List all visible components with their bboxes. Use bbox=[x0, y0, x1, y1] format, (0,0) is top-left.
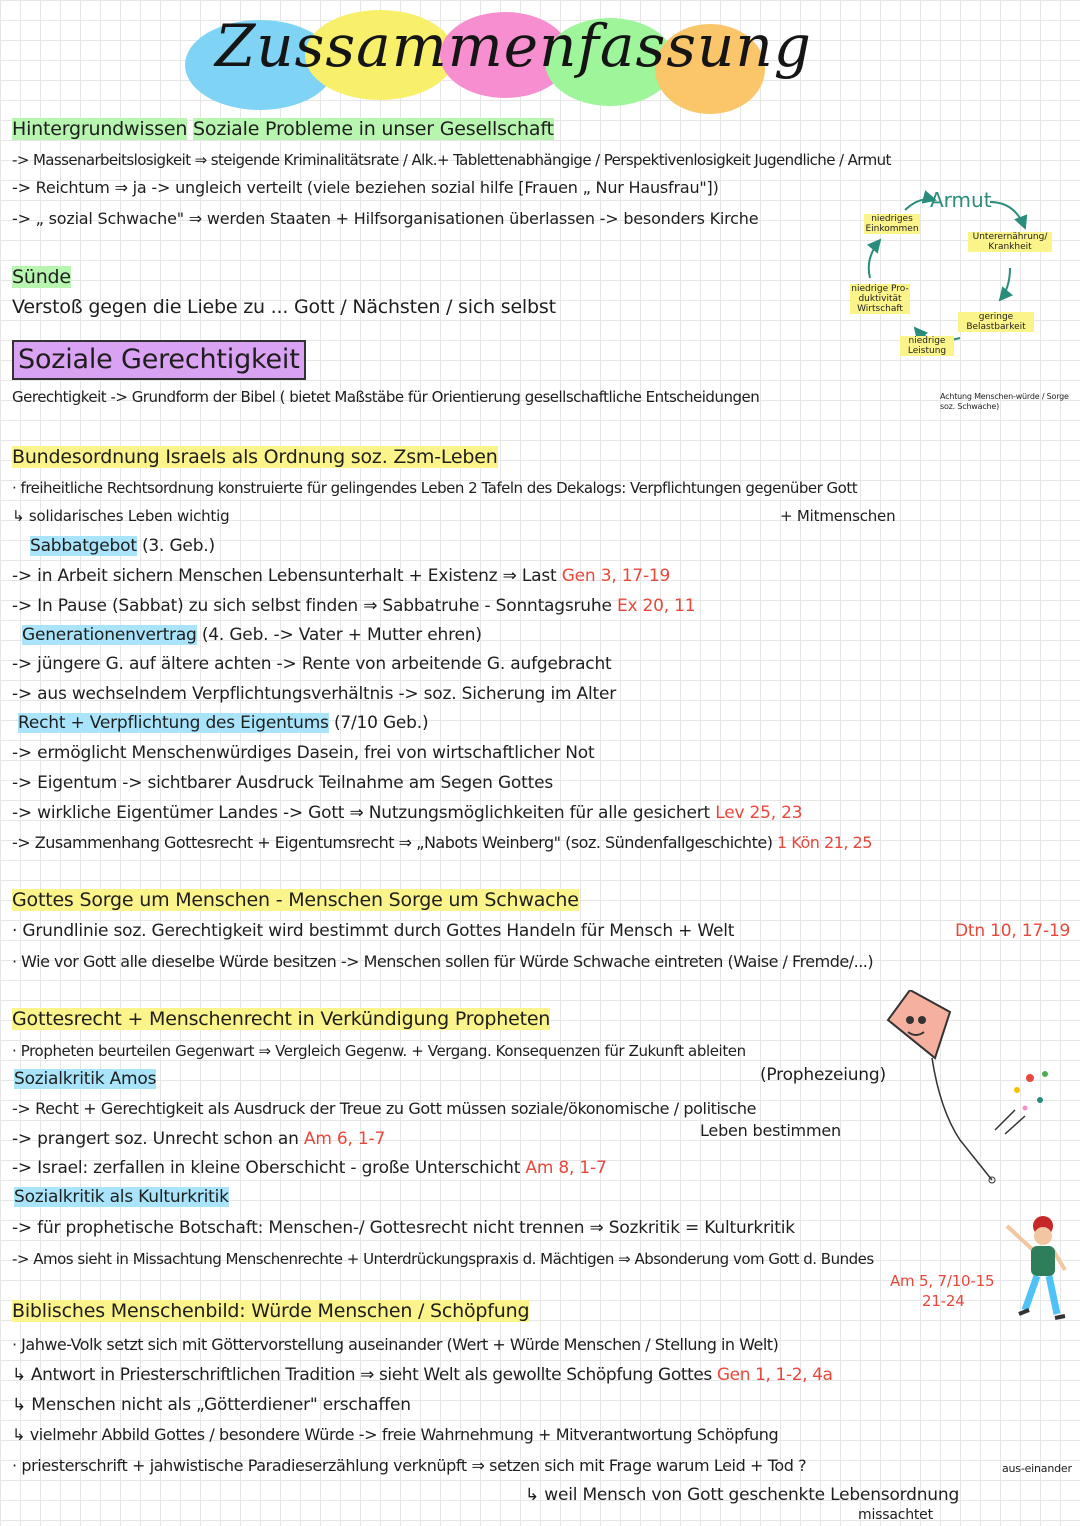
eigentum-line-3-ref: Lev 25, 23 bbox=[715, 803, 803, 823]
amos-line-3-text: -> prangert soz. Unrecht schon an bbox=[12, 1129, 299, 1149]
girl-leg-left bbox=[1025, 1276, 1037, 1310]
sabbat-suffix: (3. Geb.) bbox=[142, 536, 215, 556]
kultur-heading-line bbox=[14, 1186, 229, 1208]
sabbat-line-1-ref: Gen 3, 17-19 bbox=[561, 566, 671, 586]
kite-eye-left bbox=[906, 1016, 914, 1024]
girl-shoe-left bbox=[1019, 1310, 1029, 1314]
cycle-arrow-5 bbox=[869, 240, 880, 278]
amos-line-4 bbox=[12, 1157, 607, 1179]
propheten-line-1: · Propheten beurteilen Gegenwart ⇒ Vergleich Gegenw. + Vergang. Konsequenzen für Zukunft ableiten bbox=[12, 1042, 746, 1060]
cycle-label-5: niedrige Leistung bbox=[900, 336, 954, 356]
eigentum-line-4 bbox=[12, 832, 872, 854]
sorge-line-1-ref: Dtn 10, 17-19 bbox=[955, 921, 1071, 941]
amos-line-4-text: -> Israel: zerfallen in kleine Oberschicht - große Unterschicht bbox=[12, 1158, 521, 1178]
sorge-heading-line bbox=[12, 889, 579, 911]
sorge-line-2: · Wie vor Gott alle dieselbe Würde besitzen -> Menschen sollen für Würde Schwache eintreten (Waise / Fremde/...) bbox=[12, 952, 874, 971]
sabbat-line-2 bbox=[12, 595, 695, 617]
menschenbild-line-4: ↳ vielmehr Abbild Gottes / besondere Würde -> freie Wahrnehmung + Mitverantwortung Schöpfung bbox=[12, 1425, 779, 1444]
menschenbild-line-2-text: ↳ Antwort in Priesterschriftlichen Tradition ⇒ sieht Welt als gewollte Schöpfung Gottes bbox=[12, 1365, 712, 1385]
girl-illustration bbox=[995, 1210, 1075, 1335]
sorge-line-1: · Grundlinie soz. Gerechtigkeit wird bestimmt durch Gottes Handeln für Mensch + Welt bbox=[12, 921, 735, 941]
menschenbild-line-3: ↳ Menschen nicht als „Götterdiener" erschaffen bbox=[12, 1395, 411, 1415]
bundesordnung-line-2b: + Mitmenschen bbox=[780, 507, 896, 525]
sabbat-line-2-ref: Ex 20, 11 bbox=[616, 596, 696, 616]
amos-line-3-ref: Am 6, 1-7 bbox=[303, 1129, 386, 1149]
suende-heading: Sünde bbox=[12, 266, 71, 288]
eigentum-line-3 bbox=[12, 802, 802, 824]
hintergrund-line-1: -> Massenarbeitslosigkeit ⇒ steigende Kriminalitätsrate / Alk.+ Tablettenabhängige / Perspektivenlosigkeit Jugendliche / Armut bbox=[12, 151, 891, 169]
eigentum-label: Recht + Verpflichtung des Eigentums bbox=[18, 713, 329, 733]
bundesordnung-line-2: ↳ solidarisches Leben wichtig bbox=[12, 507, 230, 525]
cycle-arrow-2 bbox=[990, 202, 1025, 228]
eigentum-suffix: (7/10 Geb.) bbox=[333, 713, 429, 733]
kite-illustration bbox=[880, 990, 1000, 1190]
propheten-heading-line bbox=[12, 1008, 550, 1030]
kultur-line-1: -> für prophetische Botschaft: Menschen-/ Gottesrecht nicht trennen ⇒ Sozkritik = Kulturkritik bbox=[12, 1218, 795, 1238]
menschenbild-line-5: · priesterschrift + jahwistische Paradieserzählung verknüpft ⇒ setzen sich mit Frage warum Leid + Tod ? bbox=[12, 1456, 807, 1475]
title-area bbox=[185, 4, 812, 116]
confetti-dot-teal bbox=[1037, 1097, 1043, 1103]
menschenbild-last-1: ↳ weil Mensch von Gott geschenkte Lebensordnung bbox=[525, 1485, 960, 1505]
kite-body bbox=[888, 990, 950, 1058]
sabbat-heading-line bbox=[30, 535, 215, 557]
menschenbild-line-2-ref: Gen 1, 1-2, 4a bbox=[716, 1365, 833, 1385]
propheten-heading: Gottesrecht + Menschenrecht in Verkündigung Propheten bbox=[12, 1008, 551, 1030]
bundesordnung-line-1: · freiheitliche Rechtsordnung konstruierte für gelingendes Leben 2 Tafeln des Dekalogs: Verpflichtungen gegenüber Gott bbox=[12, 479, 858, 497]
gerechtigkeit-heading-line bbox=[12, 340, 306, 380]
suende-line: Verstoß gegen die Liebe zu ... Gott / Nächsten / sich selbst bbox=[12, 296, 556, 318]
girl-arm-left bbox=[1007, 1226, 1033, 1250]
menschenbild-heading-line bbox=[12, 1300, 529, 1322]
girl-head bbox=[1034, 1227, 1052, 1245]
menschenbild-heading: Biblisches Menschenbild: Würde Menschen / Schöpfung bbox=[12, 1300, 530, 1322]
hintergrund-heading: Hintergrundwissen bbox=[12, 118, 188, 140]
suende-heading-line bbox=[12, 266, 71, 288]
eigentum-line-4-text: -> Zusammenhang Gottesrecht + Eigentumsrecht ⇒ „Nabots Weinberg" (soz. Sündenfallgeschichte) bbox=[12, 833, 773, 852]
generation-suffix: (4. Geb. -> Vater + Mutter ehren) bbox=[201, 625, 482, 645]
sabbat-line-2-text: -> In Pause (Sabbat) zu sich selbst finden ⇒ Sabbatruhe - Sonntagsruhe bbox=[12, 596, 612, 616]
armut-cycle-diagram bbox=[850, 188, 1078, 358]
confetti-streak-2 bbox=[1005, 1116, 1025, 1134]
amos-line-4-ref: Am 8, 1-7 bbox=[525, 1158, 607, 1178]
gerechtigkeit-heading: Soziale Gerechtigkeit bbox=[12, 340, 306, 380]
eigentum-line-4-ref: 1 Kön 21, 25 bbox=[777, 833, 872, 852]
hintergrund-line-2: -> Reichtum ⇒ ja -> ungleich verteilt (viele beziehen sozial hilfe [Frauen „ Nur Hausfrau"]) bbox=[12, 178, 719, 197]
gerechtigkeit-note: Achtung Menschen-würde / Sorge soz. Schwache) bbox=[940, 392, 1069, 411]
eigentum-line-3-text: -> wirkliche Eigentümer Landes -> Gott ⇒ Nutzungsmöglichkeiten für alle gesichert bbox=[12, 803, 710, 823]
sabbat-label: Sabbatgebot bbox=[30, 536, 137, 556]
cycle-label-3: niedrige Pro-duktivität Wirtschaft bbox=[851, 284, 909, 314]
kultur-line-2: -> Amos sieht in Missachtung Menschenrechte + Unterdrückungspraxis d. Mächtigen ⇒ Absonderung vom Gott d. Bundes bbox=[12, 1250, 874, 1268]
sabbat-line-1 bbox=[12, 565, 670, 587]
gerechtigkeit-line: Gerechtigkeit -> Grundform der Bibel ( bietet Maßstäbe für Orientierung gesellschaftliche Entscheidungen bbox=[12, 388, 760, 406]
cycle-arrow-3 bbox=[1000, 268, 1010, 300]
cycle-top-label: Armut bbox=[930, 188, 992, 212]
amos-line-2: Leben bestimmen bbox=[700, 1121, 841, 1140]
menschenbild-line-2 bbox=[12, 1364, 833, 1386]
eigentum-heading-line bbox=[18, 712, 428, 734]
amos-line-3 bbox=[12, 1128, 385, 1150]
page-title: Zussammenfassung bbox=[215, 12, 812, 80]
generation-heading-line bbox=[22, 624, 482, 646]
propheten-line-1b: (Prophezeiung) bbox=[760, 1065, 886, 1085]
confetti-dot-red bbox=[1026, 1074, 1034, 1082]
bundesordnung-heading: Bundesordnung Israels als Ordnung soz. Zsm-Leben bbox=[12, 446, 498, 468]
cycle-label-2: Unterernährung/ Krankheit bbox=[968, 232, 1052, 252]
amos-label: Sozialkritik Amos bbox=[14, 1069, 157, 1089]
hintergrund-heading-line bbox=[12, 118, 554, 140]
amos-heading-line bbox=[14, 1068, 156, 1090]
menschenbild-line-1: · Jahwe-Volk setzt sich mit Göttervorstellung auseinander (Wert + Würde Menschen / Stellung in Welt) bbox=[12, 1335, 779, 1354]
bundesordnung-heading-line bbox=[12, 446, 498, 468]
confetti-burst bbox=[985, 1060, 1060, 1140]
girl-shoe-right bbox=[1055, 1316, 1065, 1318]
generation-label: Generationenvertrag bbox=[22, 625, 197, 645]
menschenbild-aside: aus-einander bbox=[1002, 1462, 1072, 1475]
confetti-dot-green bbox=[1042, 1071, 1048, 1077]
menschenbild-last-2: missachtet bbox=[858, 1507, 933, 1523]
hintergrund-subheading: Soziale Probleme in unser Gesellschaft bbox=[193, 118, 554, 140]
eigentum-line-2: -> Eigentum -> sichtbarer Ausdruck Teilnahme am Segen Gottes bbox=[12, 773, 553, 793]
girl-leg-right bbox=[1049, 1276, 1057, 1314]
kultur-ref: Am 5, 7/10-15 bbox=[890, 1272, 995, 1290]
kite-string bbox=[932, 1058, 992, 1180]
sabbat-line-1-text: -> in Arbeit sichern Menschen Lebensunterhalt + Existenz ⇒ Last bbox=[12, 566, 557, 586]
kultur-label: Sozialkritik als Kulturkritik bbox=[14, 1187, 229, 1207]
generation-line-2: -> aus wechselndem Verpflichtungsverhältnis -> soz. Sicherung im Alter bbox=[12, 684, 617, 704]
confetti-dot-pink bbox=[1023, 1106, 1028, 1111]
amos-line-1: -> Recht + Gerechtigkeit als Ausdruck der Treue zu Gott müssen soziale/ökonomische / politische bbox=[12, 1099, 757, 1118]
girl-sweater bbox=[1031, 1246, 1055, 1276]
generation-line-1: -> jüngere G. auf ältere achten -> Rente von arbeitende G. aufgebracht bbox=[12, 654, 612, 674]
confetti-dot-yellow bbox=[1014, 1087, 1020, 1093]
kultur-ref-2: 21-24 bbox=[922, 1292, 965, 1310]
hintergrund-line-3: -> „ sozial Schwache" ⇒ werden Staaten + Hilfsorganisationen überlassen -> besonders Kirche bbox=[12, 209, 759, 228]
cycle-label-1: niedriges Einkommen bbox=[865, 214, 919, 234]
cycle-label-4: geringe Belastbarkeit bbox=[958, 312, 1034, 332]
eigentum-line-1: -> ermöglicht Menschenwürdiges Dasein, frei von wirtschaftlicher Not bbox=[12, 743, 595, 763]
kite-eye-right bbox=[918, 1016, 926, 1024]
sorge-heading: Gottes Sorge um Menschen - Menschen Sorge um Schwache bbox=[12, 889, 579, 911]
